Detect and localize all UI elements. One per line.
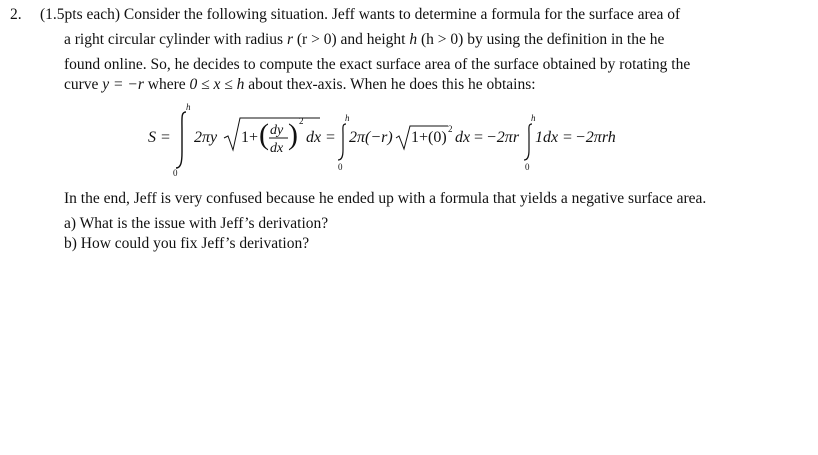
surface-area-formula: [148, 100, 628, 178]
radius-var: r: [286, 31, 293, 48]
upper-limit-2: h: [345, 113, 350, 123]
right-paren: ): [288, 118, 298, 151]
line4-text-d: -axis. When he does this he obtains:: [312, 76, 536, 93]
eq-sign-3: =: [474, 129, 484, 146]
exponent-2: 2: [299, 116, 304, 126]
term-2pi-minus-r: 2π(−r): [349, 129, 393, 146]
lower-limit-1: 0: [173, 168, 178, 178]
diff-dx-2: dx: [455, 129, 471, 146]
line-4: [64, 76, 536, 94]
term-minus-2pir: −2πr: [486, 129, 520, 146]
upper-limit-3: h: [531, 113, 536, 123]
term-2piy: 2πy: [194, 129, 218, 146]
one-plus-1: 1+: [241, 129, 259, 146]
one-plus-zero: 1+(0): [411, 129, 447, 146]
formula-svg: [148, 100, 628, 178]
height-condition: (h > 0): [420, 31, 464, 48]
line-3: found online. So, he decides to compute the exact surface area of the surface obtained by rotating the: [64, 56, 691, 73]
line4-text-c: about the: [248, 76, 306, 93]
intro-line: [40, 6, 680, 24]
axis-var: x: [305, 76, 313, 93]
integral-sign-2: [338, 124, 346, 160]
fraction-dy: dy: [270, 123, 284, 138]
eq-sign-1: =: [161, 129, 171, 146]
x-range: 0 ≤ x ≤ h: [189, 76, 245, 93]
result: −2πrh: [575, 129, 616, 146]
line-2: [64, 31, 664, 49]
diff-dx-1: dx: [306, 129, 322, 146]
outro-text: In the end, Jeff is very confused because he ended up with a formula that yields a negative surface area.: [64, 190, 707, 207]
integral-sign-1: [176, 112, 186, 168]
curve-equation: y = −r: [102, 76, 144, 93]
line2-text-b: and height: [340, 31, 406, 48]
eq-sign-2: =: [326, 129, 336, 146]
exponent-2b: 2: [448, 124, 453, 134]
left-paren: (: [259, 118, 269, 151]
part-b: b) How could you fix Jeff’s derivation?: [64, 235, 310, 252]
eq-sign-4: =: [563, 129, 573, 146]
lower-limit-3: 0: [525, 162, 530, 172]
height-var: h: [409, 31, 418, 48]
integral-sign-3: [524, 124, 532, 160]
upper-limit-1: h: [186, 102, 191, 112]
term-1dx: 1dx: [535, 129, 559, 146]
intro-text: (1.5pts each) Consider the following situation. Jeff wants to determine a formula for the surface area of: [40, 6, 681, 23]
lhs-symbol: S: [148, 129, 156, 146]
line2-text-c: by using the definition in the he: [467, 31, 665, 48]
line4-text-a: curve: [64, 76, 99, 93]
part-a: a) What is the issue with Jeff’s derivation?: [64, 215, 329, 232]
line4-text-b: where: [147, 76, 186, 93]
radius-condition: (r > 0): [296, 31, 337, 48]
lower-limit-2: 0: [338, 162, 343, 172]
question-number: 2.: [10, 6, 22, 23]
fraction-dx: dx: [270, 141, 284, 156]
line2-text-a: a right circular cylinder with radius: [64, 31, 284, 48]
